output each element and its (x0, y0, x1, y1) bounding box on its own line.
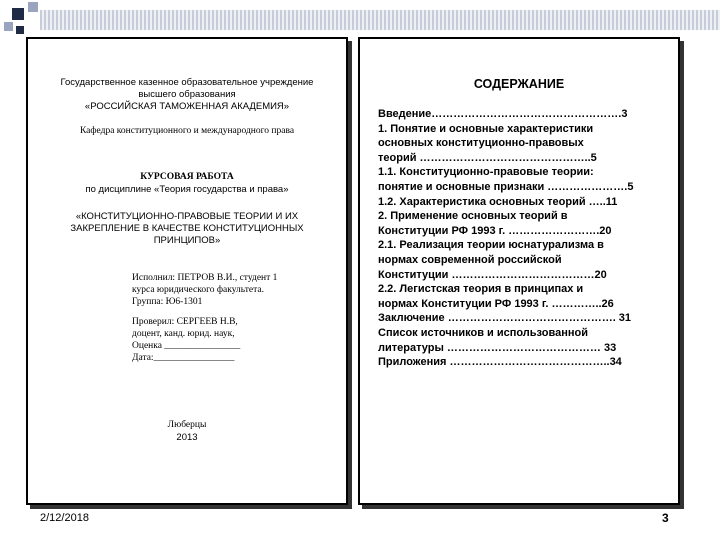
toc-entry: основных конституционно-правовых (378, 137, 584, 150)
work-type: КУРСОВАЯ РАБОТА (140, 172, 234, 182)
executor-line: курса юридического факультета. (132, 285, 264, 295)
toc-entry: 2.2. Легистская теория в принципах и (378, 283, 584, 296)
toc-entry: Заключение ………………………………………. 31 (378, 312, 632, 325)
toc-entry: литературы …………………………………… 33 (378, 341, 617, 354)
toc-entry: 1. Понятие и основные характеристики (378, 122, 594, 135)
title-page (26, 37, 348, 505)
toc-entry: 2. Применение основных теорий в (378, 210, 568, 223)
toc-entry: Введение…………………………………………….3 (378, 108, 628, 120)
date-line: Дата:_________________ (132, 353, 235, 363)
institution-line: высшего образования (138, 89, 236, 100)
contents-title: СОДЕРЖАНИЕ (473, 77, 565, 91)
grade-line: Оценка ________________ (132, 341, 241, 351)
institution-line: Государственное казенное образовательное учреждение (60, 77, 314, 88)
reviewer-line: доцент, канд. юрид. наук, (132, 329, 235, 339)
toc-entry: теорий ………………………………………..5 (378, 151, 597, 164)
corner-square-dark (12, 8, 24, 20)
toc-entry: Список источников и использованной (378, 326, 588, 339)
executor-line: Исполнил: ПЕТРОВ В.И., студент 1 (132, 273, 278, 283)
department: Кафедра конституционного и международного права (79, 126, 295, 136)
executor-group: Группа: Ю6-1301 (132, 297, 203, 307)
year: 2013 (176, 432, 198, 443)
slide-date: 2/12/2018 (40, 512, 89, 524)
slide-number: 3 (662, 511, 669, 525)
toc-entry: Конституции …………………………………20 (378, 268, 607, 281)
toc-entry: 1.2. Характеристика основных теорий …..11 (378, 195, 618, 208)
toc-entry: нормах современной российской (378, 253, 562, 266)
toc-entry: Конституции РФ 1993 г. …………………….20 (378, 224, 612, 237)
corner-square-light (28, 2, 38, 12)
reviewer-line: Проверил: СЕРГЕЕВ Н.В, (132, 317, 238, 327)
corner-square-dark (16, 26, 24, 34)
institution-name: «РОССИЙСКАЯ ТАМОЖЕННАЯ АКАДЕМИЯ» (84, 101, 290, 112)
toc-entry: Приложения ……………………………………..34 (378, 356, 622, 369)
toc-entry: 2.1. Реализация теории юснатурализма в (378, 239, 604, 252)
corner-square-light (4, 22, 13, 31)
city: Люберцы (167, 420, 207, 430)
topic-line: ЗАКРЕПЛЕНИЕ В КАЧЕСТВЕ КОНСТИТУЦИОННЫХ (70, 223, 304, 234)
toc-list (378, 107, 668, 370)
toc-entry: понятие и основные признаки ………………….5 (378, 180, 634, 193)
header-stripe (40, 10, 720, 30)
topic-line: ПРИНЦИПОВ» (153, 235, 221, 246)
discipline: по дисциплине «Теория государства и права» (85, 184, 289, 195)
toc-entry: 1.1. Конституционно-правовые теории: (378, 166, 594, 179)
contents-page (358, 37, 680, 505)
topic-line: «КОНСТИТУЦИОННО-ПРАВОВЫЕ ТЕОРИИ И ИХ (75, 211, 299, 222)
toc-entry: нормах Конституции РФ 1993 г. …………..26 (378, 297, 614, 310)
